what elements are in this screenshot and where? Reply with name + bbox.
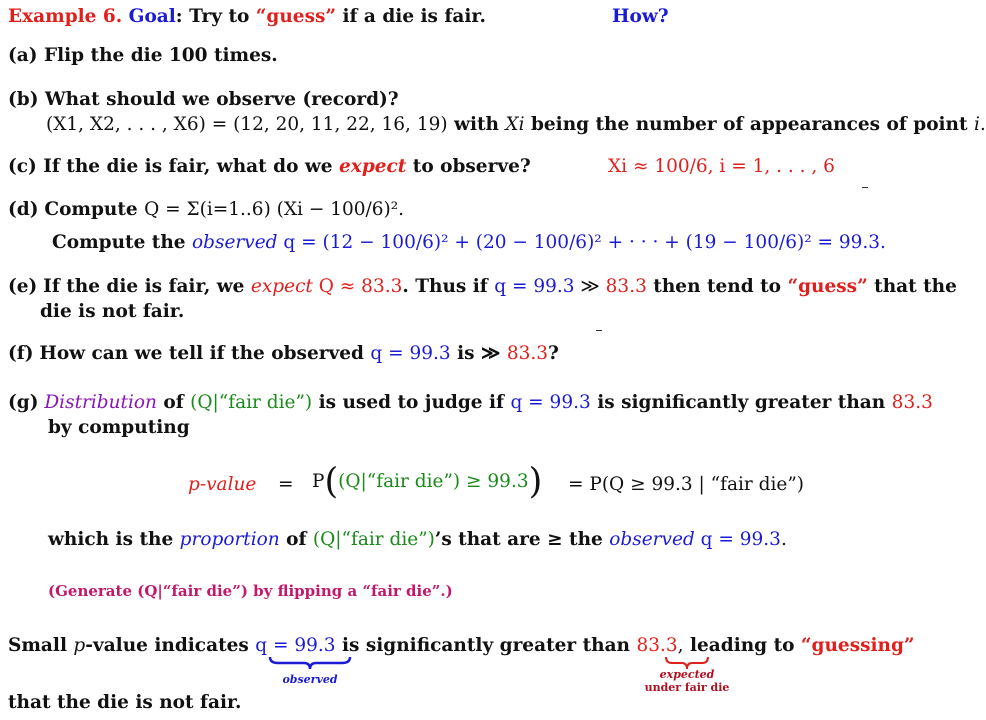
stray-mark-2 <box>596 330 602 331</box>
title-line: Example 6. Goal: Try to “guess” if a die is fair. <box>8 6 486 27</box>
observed-word: observed <box>192 232 278 253</box>
expected-label: expected <box>659 668 715 681</box>
generate-note: (Generate (Q|“fair die”) by flipping a “fair die”.) <box>48 582 453 600</box>
under-fair-die-label: under fair die <box>644 681 730 694</box>
observed-underbrace <box>268 656 352 670</box>
expect-word: expect <box>339 156 407 177</box>
example-label: Example 6. <box>8 6 123 27</box>
guess-word: “guess” <box>255 6 337 27</box>
item-b-line2: (X1, X2, . . . , X6) = (12, 20, 11, 22, 16, 19) with Xi being the number of appearances of point i. <box>46 114 986 135</box>
pvalue-equals: = <box>278 474 294 495</box>
item-d-line2: Compute the observed q = (12 − 100/6)² + (20 − 100/6)² + · · · + (19 − 100/6)² = 99.3. <box>52 232 886 253</box>
item-d: (d) Compute Q = Σ(i=1..6) (Xi − 100/6)². <box>8 199 405 220</box>
stray-mark <box>862 187 868 188</box>
expected-value: 83.3 <box>636 635 678 656</box>
item-e: (e) If the die is fair, we expect Q ≈ 83.3. Thus if q = 99.3 ≫ 83.3 then tend to “guess” that the <box>8 276 957 297</box>
conclusion-line2: that the die is not fair. <box>8 692 242 713</box>
how-label: How? <box>612 6 669 27</box>
observation-tuple: (X1, X2, . . . , X6) = (12, 20, 11, 22, 16, 19) <box>46 114 448 135</box>
conclusion-line: Small p-value indicates q = 99.3 is significantly greater than 83.3, leading to “guessing” <box>8 635 915 656</box>
pvalue-formula: P((Q|“fair die”) ≥ 99.3) <box>312 461 543 502</box>
goal-label: Goal <box>128 6 176 27</box>
item-c: (c) If the die is fair, what do we expect to observe? <box>8 156 531 177</box>
expected-formula: Xi ≈ 100/6, i = 1, . . . , 6 <box>608 156 835 177</box>
observed-label: observed <box>282 673 338 686</box>
observed-q: q = 99.3 <box>255 635 336 656</box>
item-b: (b) What should we observe (record)? <box>8 89 399 110</box>
item-a: (a) Flip the die 100 times. <box>8 45 278 66</box>
q-computation: q = (12 − 100/6)² + (20 − 100/6)² + · · · + (19 − 100/6)² = 99.3. <box>283 232 886 253</box>
Q-definition: Q = Σ(i=1..6) (Xi − 100/6)². <box>144 199 405 220</box>
item-e-line2: die is not fair. <box>40 301 185 322</box>
pvalue-rhs: = P(Q ≥ 99.3 | “fair die”) <box>568 474 805 495</box>
proportion-line: which is the proportion of (Q|“fair die”)’s that are ≥ the observed q = 99.3. <box>48 529 787 550</box>
item-g-line2: by computing <box>48 417 190 438</box>
pvalue-label: p-value <box>188 474 257 495</box>
item-f: (f) How can we tell if the observed q = 99.3 is ≫ 83.3? <box>8 343 559 364</box>
proportion-word: proportion <box>179 529 280 550</box>
distribution-word: Distribution <box>44 392 157 413</box>
item-g: (g) Distribution of (Q|“fair die”) is used to judge if q = 99.3 is significantly greater than 83.3 <box>8 392 933 413</box>
